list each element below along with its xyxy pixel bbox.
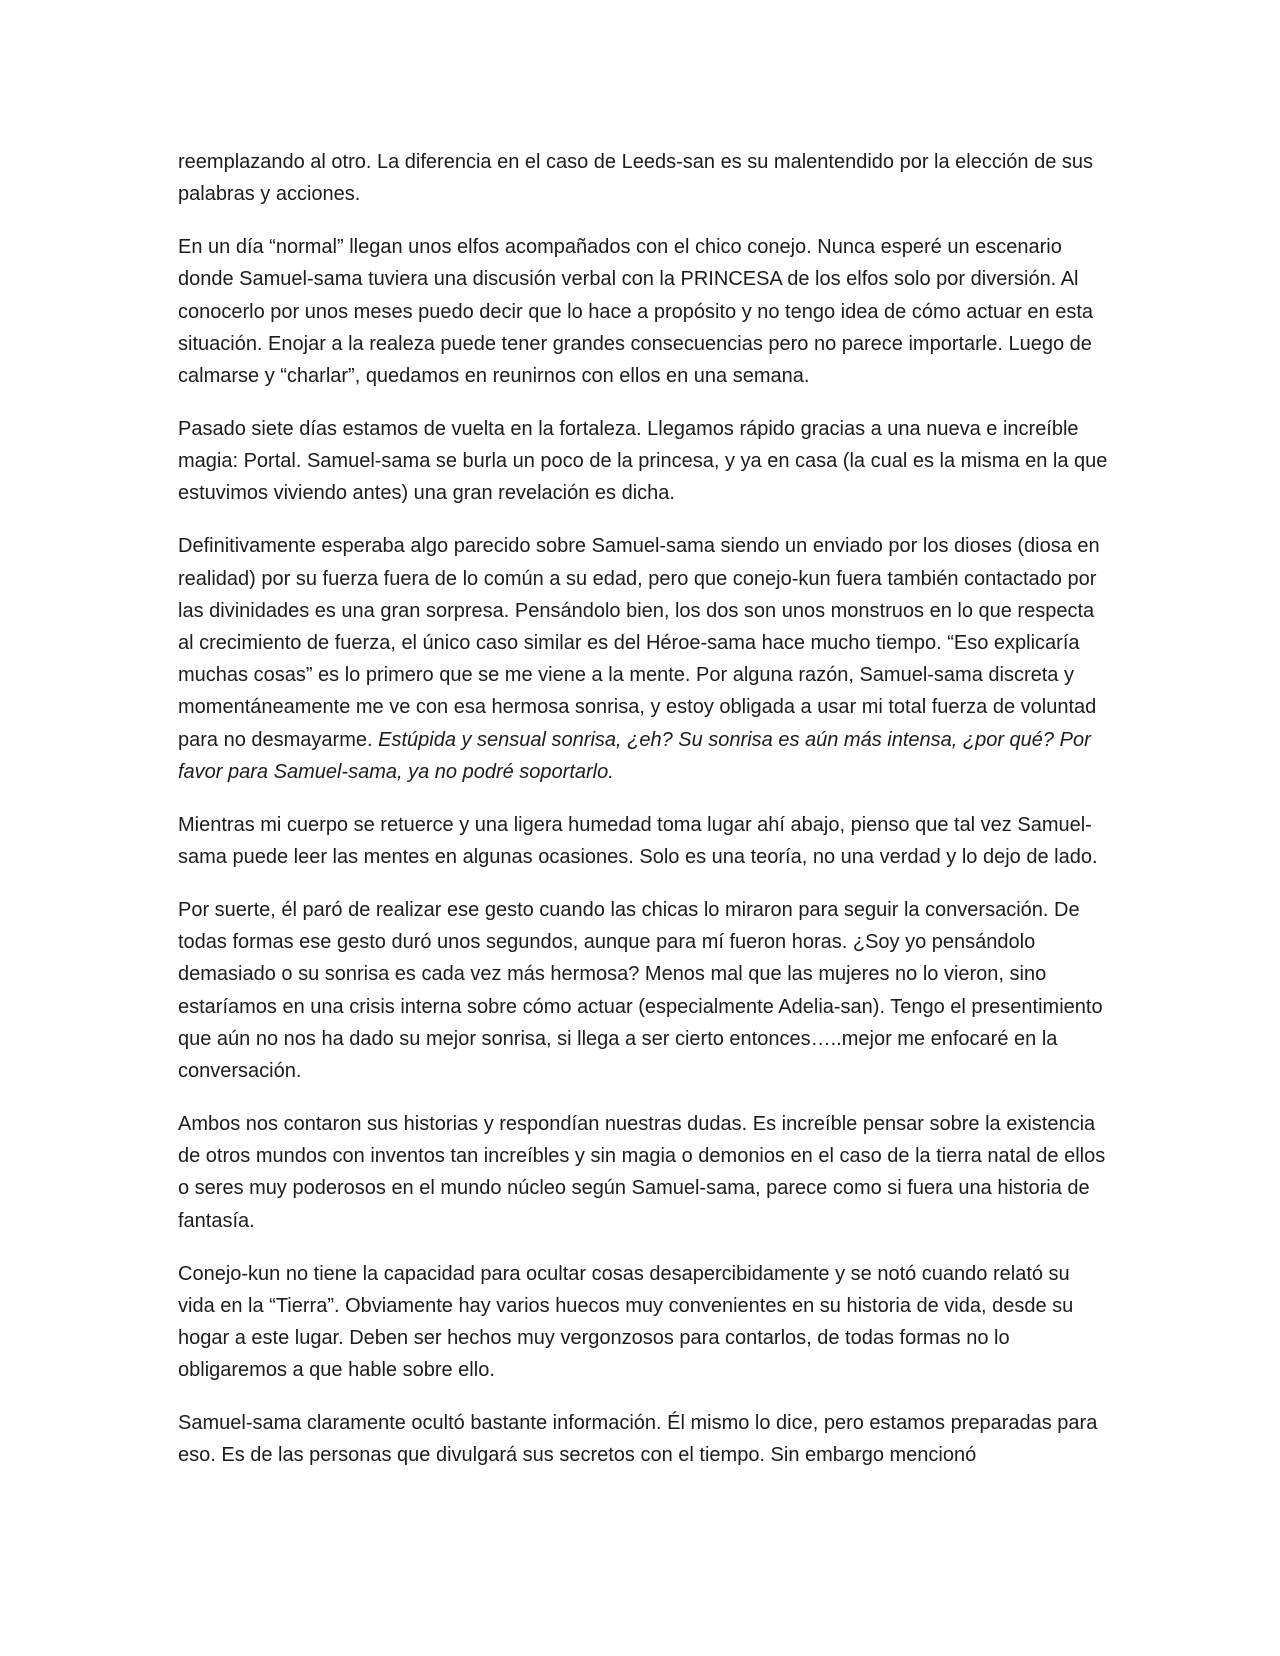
paragraph-3-text: Pasado siete días estamos de vuelta en la fortaleza. Llegamos rápido gracias a una nueva e increíble magia: Portal. Samuel-sama se burla un poco de la princesa, y ya en casa (la cual es la misma en la que estuvimos viviendo antes) una gran revelación es dicha. — [178, 418, 1108, 505]
paragraph-9 — [178, 1407, 1108, 1471]
paragraph-4 — [178, 530, 1108, 788]
paragraph-1 — [178, 146, 1108, 210]
paragraph-8-text: Conejo-kun no tiene la capacidad para ocultar cosas desapercibidamente y se notó cuando relató su vida en la “Tierra”. Obviamente hay varios huecos muy convenientes en su historia de vida, desde su hogar a este lugar. Deben ser hechos muy vergonzosos para contarlos, de todas formas no lo obligaremos a que hable sobre ello. — [178, 1262, 1074, 1382]
paragraph-6-text: Por suerte, él paró de realizar ese gesto cuando las chicas lo miraron para seguir la conversación. De todas formas ese gesto duró unos segundos, aunque para mí fueron horas. ¿Soy yo pensándolo demasiado o su sonrisa es cada vez más hermosa? Menos mal que las mujeres no lo vieron, sino estaríamos en una crisis interna sobre cómo actuar (especialmente Adelia-san). Tengo el presentimiento que aún no nos ha dado su mejor sonrisa, si llega a ser cierto entonces…..mejor me enfocaré en la conversación. — [178, 899, 1103, 1083]
paragraph-6 — [178, 894, 1108, 1087]
paragraph-4-italic-text: Estúpida y sensual sonrisa, ¿eh? Su sonrisa es aún más intensa, ¿por qué? Por favor para Samuel-sama, ya no podré soportarlo. — [178, 728, 1091, 783]
paragraph-1-text: reemplazando al otro. La diferencia en el caso de Leeds-san es su malentendido por la elección de sus palabras y acciones. — [178, 151, 1094, 206]
paragraph-2-text: En un día “normal” llegan unos elfos acompañados con el chico conejo. Nunca esperé un escenario donde Samuel-sama tuviera una discusión verbal con la PRINCESA de los elfos solo por diversión. Al conocerlo por unos meses puedo decir que lo hace a propósito y no tengo idea de cómo actuar en esta situación. Enojar a la realeza puede tener grandes consecuencias pero no parece importarle. Luego de calmarse y “charlar”, quedamos en reunirnos con ellos en una semana. — [178, 236, 1094, 388]
paragraph-7-text: Ambos nos contaron sus historias y respondían nuestras dudas. Es increíble pensar sobre la existencia de otros mundos con inventos tan increíbles y sin magia o demonios en el caso de la tierra natal de ellos o seres muy poderosos en el mundo núcleo según Samuel-sama, parece como si fuera una historia de fantasía. — [178, 1113, 1106, 1232]
paragraph-2 — [178, 231, 1108, 392]
paragraph-7 — [178, 1108, 1108, 1237]
paragraph-5-text: Mientras mi cuerpo se retuerce y una ligera humedad toma lugar ahí abajo, pienso que tal vez Samuel-sama puede leer las mentes en algunas ocasiones. Solo es una teoría, no una verdad y lo dejo de lado. — [178, 813, 1098, 869]
paragraph-9-text: Samuel-sama claramente ocultó bastante información. Él mismo lo dice, pero estamos preparadas para eso. Es de las personas que divulgará sus secretos con el tiempo. Sin embargo mencionó — [178, 1412, 1098, 1467]
paragraph-3 — [178, 413, 1108, 510]
paragraph-4-text: Definitivamente esperaba algo parecido sobre Samuel-sama siendo un enviado por los dioses (diosa en realidad) por su fuerza fuera de lo común a su edad, pero que conejo-kun fuera también contactado por las divinidades es una gran sorpresa. Pensándolo bien, los dos son unos monstruos en lo que respecta al crecimiento de fuerza, el único caso similar es del Héroe-sama hace mucho tiempo. “Eso explicaría muchas cosas” es lo primero que se me viene a la mente. Por alguna razón, Samuel-sama discreta y momentáneamente me ve con esa hermosa sonrisa, y estoy obligada a usar mi total fuerza de voluntad para no desmayarme. — [178, 535, 1100, 751]
document-body — [178, 146, 1108, 1492]
paragraph-5 — [178, 809, 1108, 873]
paragraph-8 — [178, 1258, 1108, 1387]
